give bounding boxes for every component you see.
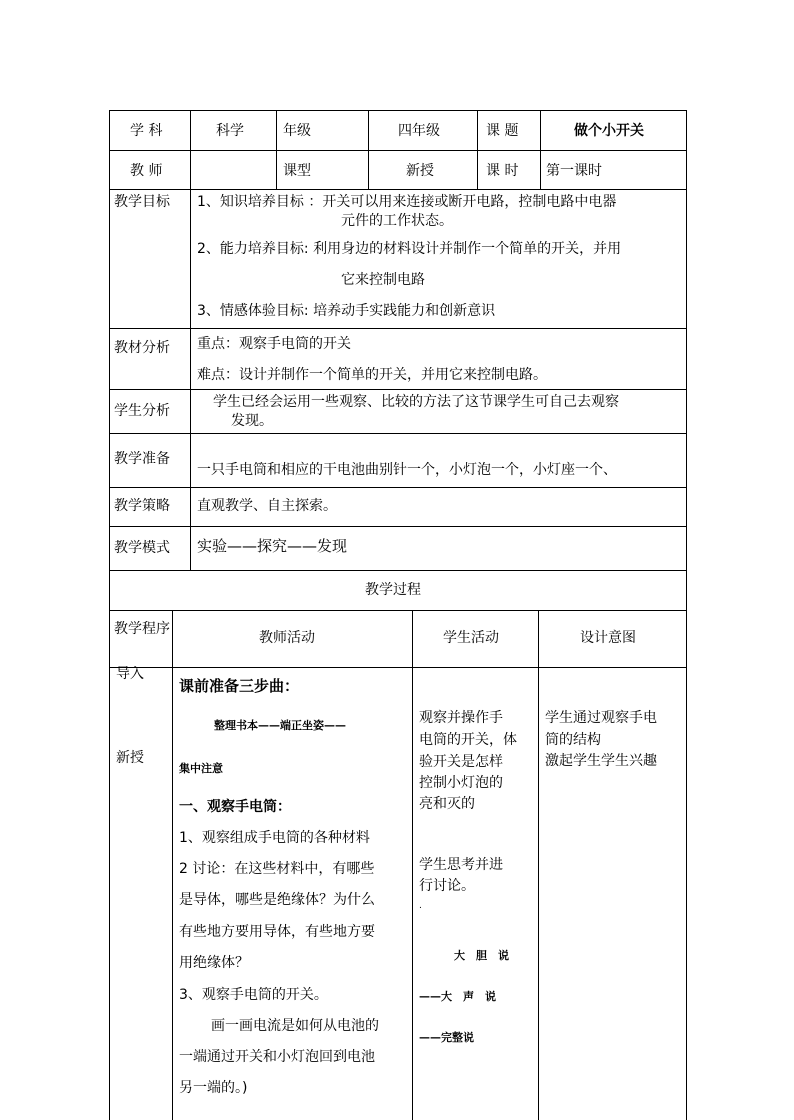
mode-text: 实验——探究——发现	[197, 537, 348, 555]
goals-label: 教学目标	[114, 194, 170, 210]
period-value: 第一课时	[546, 163, 602, 179]
col-teacher-header: 教师活动	[259, 630, 315, 646]
goals-line2b: 它来控制电路	[341, 272, 425, 288]
subject-label: 学 科	[130, 123, 163, 139]
table-line	[109, 610, 686, 611]
table-line	[109, 150, 686, 151]
goals-line3: 3、情感体验目标: 培养动手实践能力和创新意识	[197, 303, 496, 319]
student-l6: 学生思考并进	[419, 857, 503, 873]
strategy-text: 直观教学、自主探索。	[197, 498, 337, 514]
teacher-item4-l2: 一端通过开关和小灯泡回到电池	[179, 1049, 375, 1065]
table-line	[109, 110, 686, 111]
teacher-item3: 3、观察手电筒的开关。	[179, 987, 328, 1003]
grade-value: 四年级	[398, 123, 440, 139]
step-intro: 导入	[116, 666, 144, 682]
table-line	[172, 610, 173, 1120]
students-line2: 发现。	[231, 413, 273, 429]
teacher-steps-a: 整理书本——端正坐姿——	[214, 719, 346, 732]
topic-label: 课 题	[486, 123, 519, 139]
teacher-heading: 课前准备三步曲：	[179, 677, 300, 695]
table-line	[109, 570, 686, 571]
subject-value: 科学	[216, 123, 244, 139]
table-line	[477, 110, 478, 190]
intent-l2: 筒的结构	[545, 732, 601, 748]
teacher-item2-l1: 2 讨论：在这些材料中，有哪些	[179, 861, 375, 877]
step-new: 新授	[116, 750, 144, 766]
col-step-header: 教学程序	[114, 621, 170, 637]
teacher-item1: 1、观察组成手电筒的各种材料	[179, 830, 370, 846]
teacher-label: 教 师	[130, 163, 163, 179]
grade-label: 年级	[283, 123, 311, 139]
student-speak-1: 大 胆 说	[454, 949, 509, 962]
type-label: 课型	[283, 163, 311, 179]
period-label: 课 时	[486, 163, 519, 179]
prep-label: 教学准备	[114, 451, 170, 467]
table-line	[109, 487, 686, 488]
student-l1: 观察并操作手	[419, 710, 503, 726]
student-l2: 电筒的开关，体	[419, 732, 517, 748]
table-line	[368, 110, 369, 190]
process-title: 教学过程	[365, 582, 421, 598]
student-speak-3: ——完整说	[419, 1031, 474, 1044]
mode-label: 教学模式	[114, 540, 170, 556]
col-intent-header: 设计意图	[580, 630, 636, 646]
table-line	[190, 110, 191, 190]
topic-value: 做个小开关	[574, 123, 644, 139]
intent-l1: 学生通过观察手电	[545, 710, 657, 726]
table-line	[686, 110, 687, 1120]
student-l5: 亮和灭的	[419, 796, 475, 812]
student-dot: .	[419, 901, 422, 911]
table-line	[109, 189, 686, 190]
student-l4: 控制小灯泡的	[419, 775, 503, 791]
table-line	[109, 110, 110, 1120]
material-key: 重点：观察手电筒的开关	[197, 336, 351, 352]
teacher-item4-l1: 画一画电流是如何从电池的	[211, 1018, 379, 1034]
prep-text: 一只手电筒和相应的干电池曲别针一个，小灯泡一个，小灯座一个、	[197, 462, 617, 478]
teacher-item2-l2: 是导体，哪些是绝缘体？为什么	[179, 892, 375, 908]
material-label: 教材分析	[114, 340, 170, 356]
table-line	[538, 610, 539, 1120]
students-line1: 学生已经会运用一些观察、比较的方法了这节课学生可自己去观察	[213, 394, 619, 410]
table-line	[109, 526, 686, 527]
intent-l3: 激起学生学生兴趣	[545, 753, 657, 769]
teacher-section1: 一、观察手电筒：	[179, 799, 291, 815]
table-line	[109, 389, 686, 390]
table-line	[540, 110, 541, 190]
students-label: 学生分析	[114, 403, 170, 419]
table-line	[190, 189, 191, 570]
student-l7: 行讨论。	[419, 878, 475, 894]
table-line	[412, 610, 413, 1120]
table-line	[109, 433, 686, 434]
student-l3: 验开关是怎样	[419, 754, 503, 770]
type-value: 新授	[406, 163, 434, 179]
material-difficulty: 难点：设计并制作一个简单的开关，并用它来控制电路。	[197, 367, 547, 383]
teacher-item4-l3: 另一端的。)	[179, 1080, 248, 1096]
goals-line2: 2、能力培养目标: 利用身边的材料设计并制作一个简单的开关，并用	[197, 241, 622, 257]
goals-line1: 1、知识培养目标 ：开关可以用来连接或断开电路，控制电路中电器	[197, 194, 617, 210]
teacher-item2-l4: 用绝缘体？	[179, 955, 249, 971]
table-line	[276, 110, 277, 190]
col-student-header: 学生活动	[443, 630, 499, 646]
teacher-item2-l3: 有些地方要用导体，有些地方要	[179, 924, 375, 940]
student-speak-2: ——大 声 说	[419, 990, 496, 1003]
table-line	[109, 328, 686, 329]
goals-line1b: 元件的工作状态。	[341, 213, 453, 229]
table-line	[109, 667, 686, 668]
teacher-steps-b: 集中注意	[179, 762, 223, 775]
strategy-label: 教学策略	[114, 498, 170, 514]
